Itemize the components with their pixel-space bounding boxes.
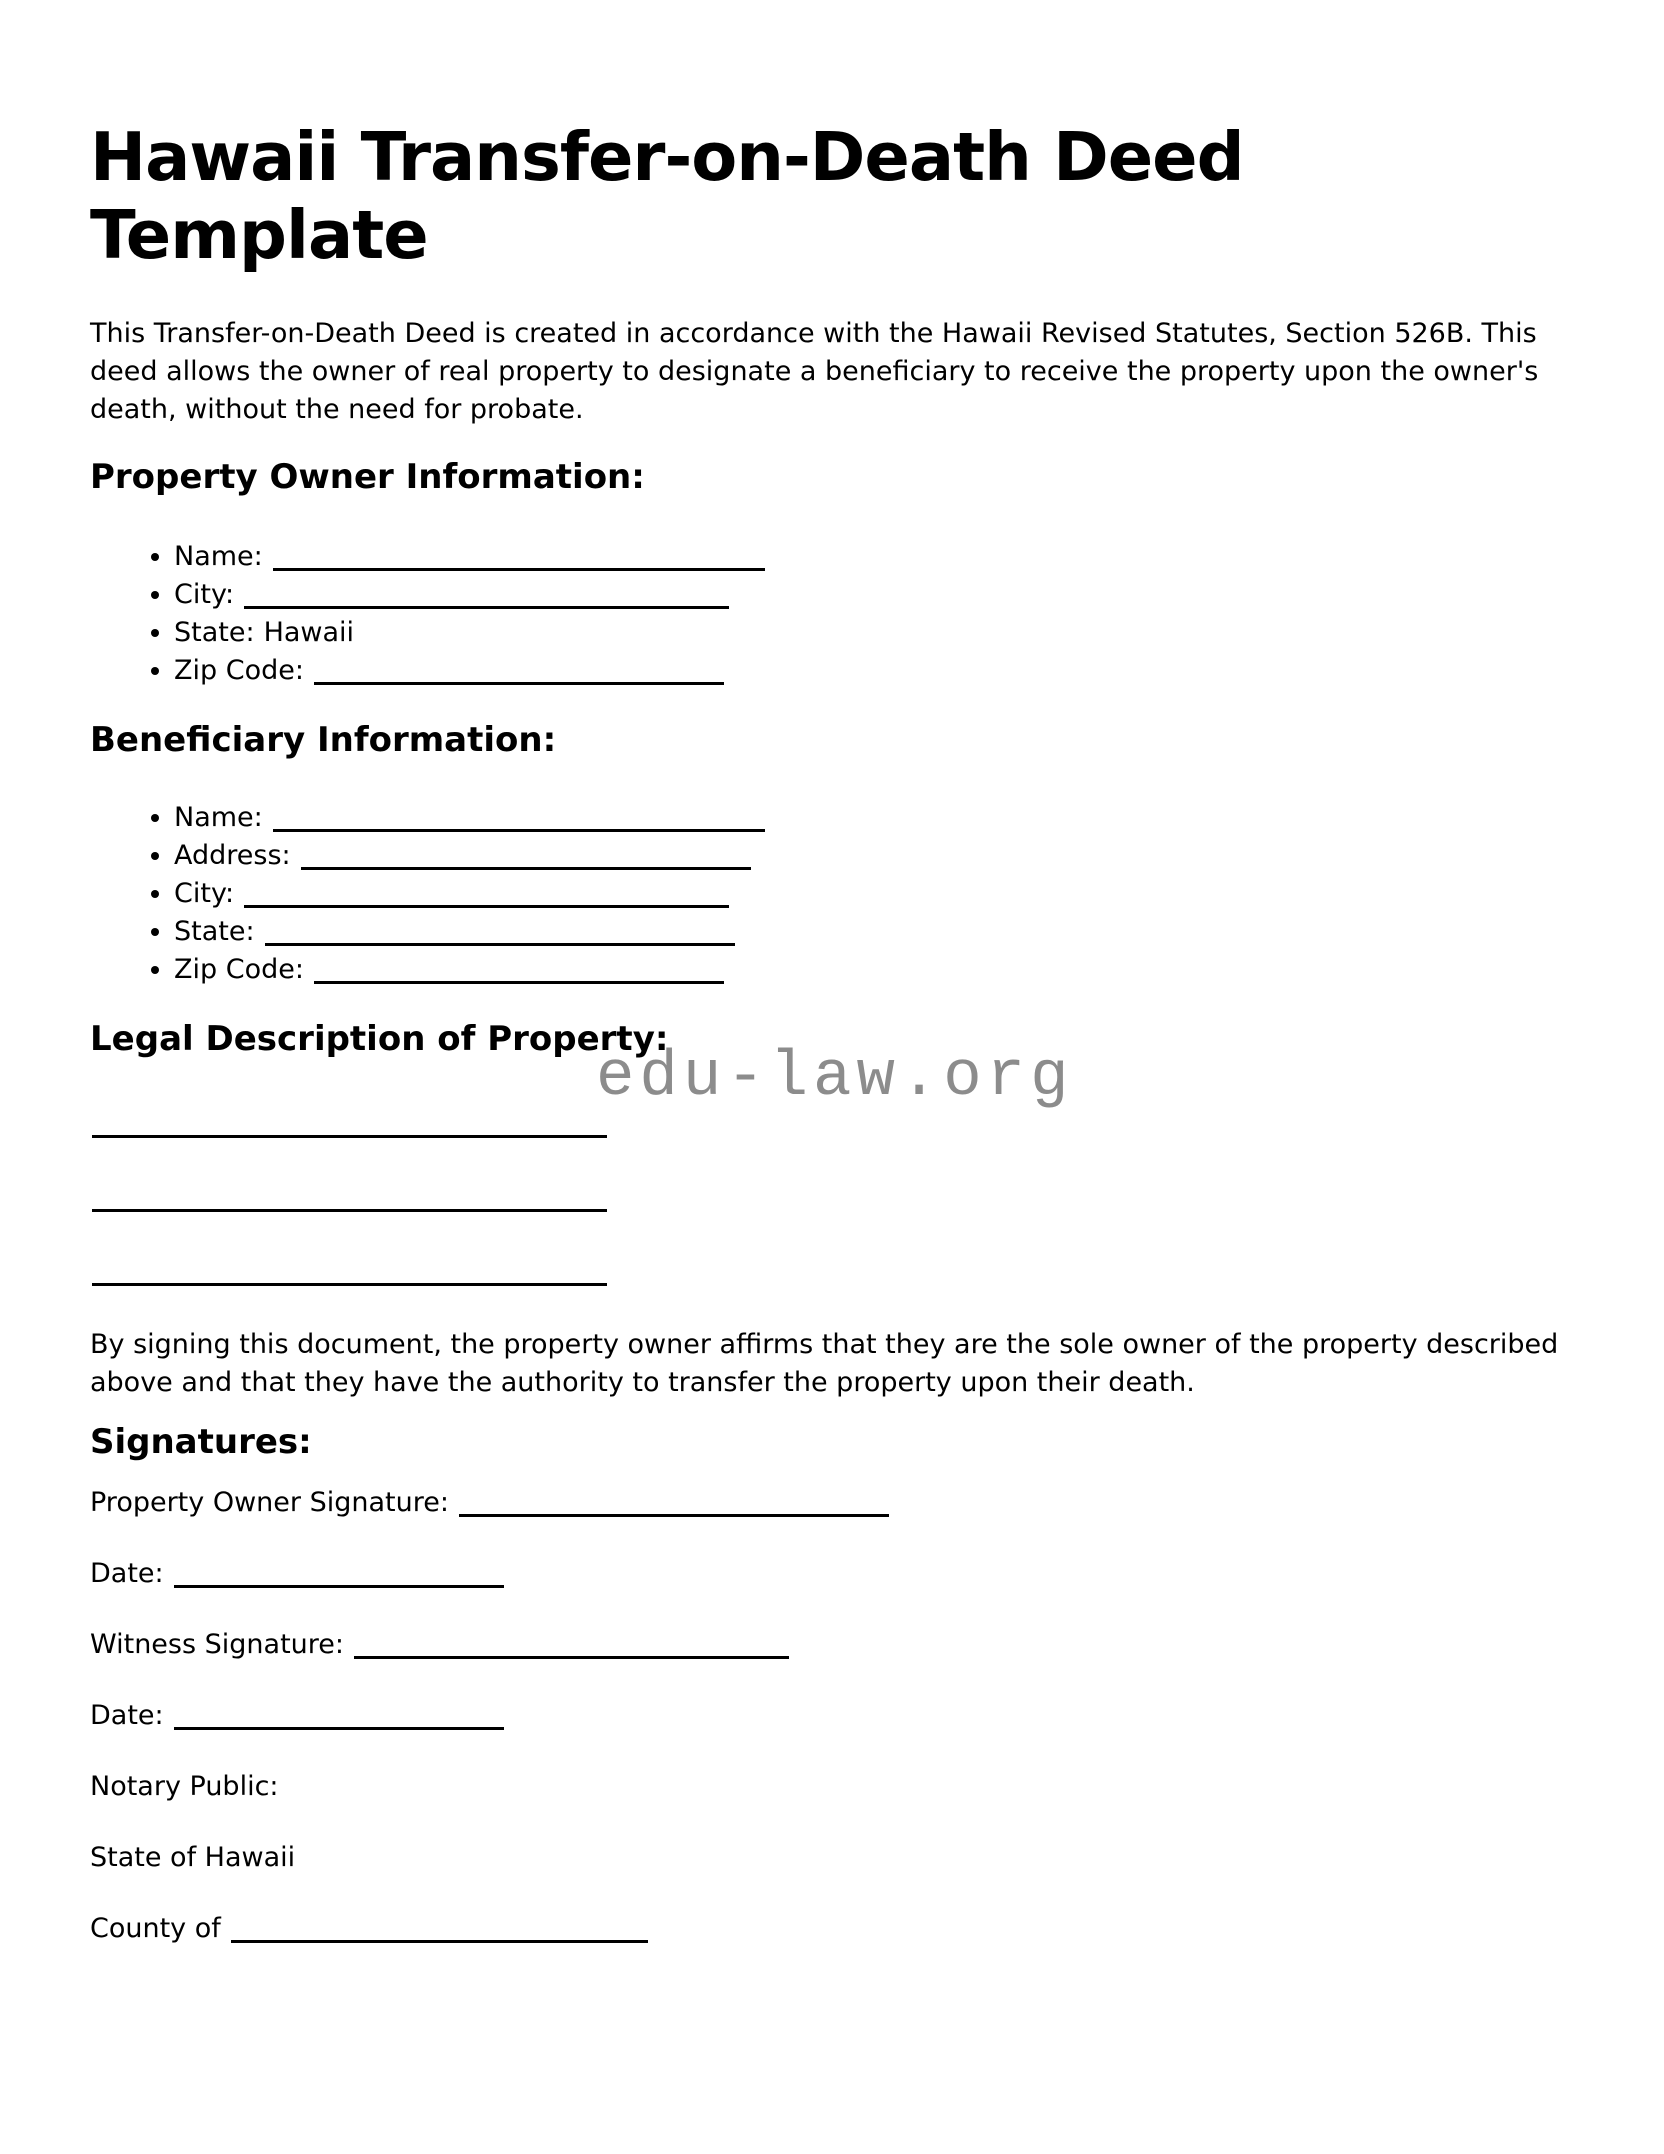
fill-in-line — [244, 586, 729, 609]
signature-row — [90, 1700, 1574, 1732]
field-label: State of Hawaii — [90, 1841, 296, 1873]
fill-in-line — [174, 1565, 504, 1588]
list-item — [174, 576, 1574, 614]
field-label: County of — [90, 1912, 221, 1944]
field-label: City: — [174, 877, 235, 909]
owner-section-heading: Property Owner Information: — [90, 456, 645, 497]
signature-row — [90, 1629, 1574, 1661]
field-value: Hawaii — [263, 616, 355, 648]
fill-in-line — [314, 662, 724, 685]
fill-in-line — [174, 1707, 504, 1730]
signature-row — [90, 1842, 1574, 1874]
field-label: Witness Signature: — [90, 1628, 344, 1660]
field-label: Address: — [174, 839, 291, 871]
fill-in-line — [265, 923, 735, 946]
field-label: Zip Code: — [174, 953, 304, 985]
list-item — [174, 799, 1574, 837]
fill-in-line — [354, 1636, 789, 1659]
field-label: Notary Public: — [90, 1770, 279, 1802]
watermark-text: edu-law.org — [596, 1042, 1074, 1114]
field-label: Zip Code: — [174, 654, 304, 686]
legal-description-heading: Legal Description of Property: — [90, 1018, 669, 1059]
page-title: Hawaii Transfer-on-Death Deed Template — [90, 118, 1244, 275]
fill-in-line — [273, 809, 765, 832]
list-item — [174, 652, 1574, 690]
fill-in-line — [273, 548, 765, 571]
list-item — [174, 837, 1574, 875]
field-label: City: — [174, 578, 235, 610]
fill-in-line — [231, 1920, 648, 1943]
signature-row — [90, 1487, 1574, 1519]
fill-in-line — [301, 847, 751, 870]
fill-in-line — [92, 1105, 607, 1138]
affirmation-paragraph: By signing this document, the property owner affirms that they are the sole owner of the property described above and that they have the authority to transfer the property upon their death. — [90, 1328, 1559, 1398]
field-label: Date: — [90, 1699, 164, 1731]
legal-description-lines — [92, 1105, 1574, 1286]
field-label: State: — [174, 616, 255, 648]
fill-in-line — [459, 1494, 889, 1517]
signature-row — [90, 1558, 1574, 1590]
signature-row — [90, 1913, 1574, 1945]
field-label: Name: — [174, 540, 263, 572]
list-item — [174, 538, 1574, 576]
beneficiary-section-heading: Beneficiary Information: — [90, 719, 557, 760]
signatures-heading: Signatures: — [90, 1421, 312, 1462]
beneficiary-info-list — [90, 799, 1574, 989]
field-label: Date: — [90, 1557, 164, 1589]
signature-row — [90, 1771, 1574, 1803]
fill-in-line — [244, 885, 729, 908]
owner-info-list — [90, 538, 1574, 690]
intro-paragraph: This Transfer-on-Death Deed is created in accordance with the Hawaii Revised Statutes, Section 526B. This deed allows the owner of real property to designate a beneficiary to receive the property upon the owner's death, without the need for probate. — [90, 317, 1539, 425]
fill-in-line — [314, 961, 724, 984]
list-item — [174, 614, 1574, 652]
fill-in-line — [92, 1253, 607, 1286]
field-label: Name: — [174, 801, 263, 833]
list-item — [174, 951, 1574, 989]
list-item — [174, 875, 1574, 913]
field-label: Property Owner Signature: — [90, 1486, 449, 1518]
fill-in-line — [92, 1179, 607, 1212]
list-item — [174, 913, 1574, 951]
field-label: State: — [174, 915, 255, 947]
